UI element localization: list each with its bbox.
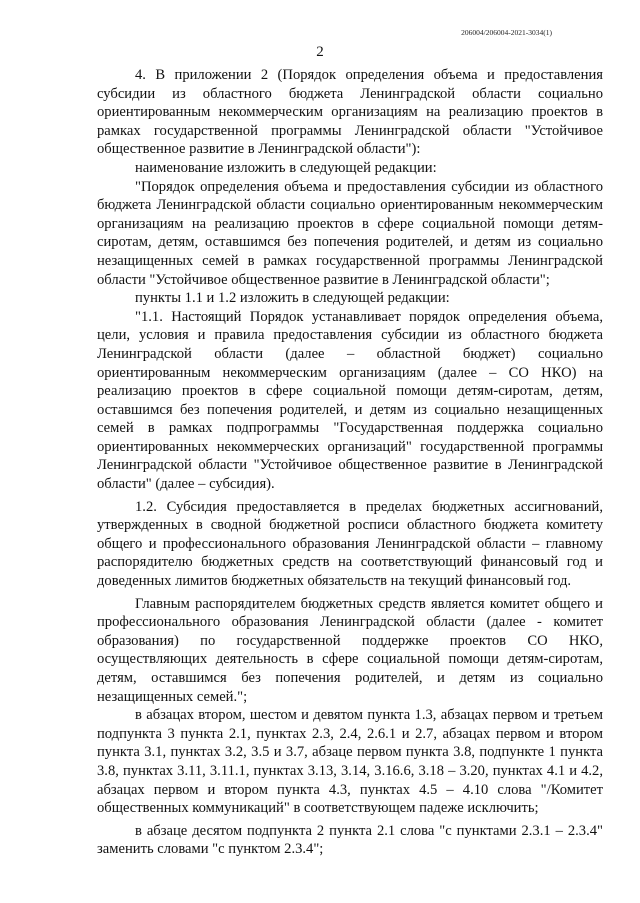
page-number: 2 bbox=[316, 44, 324, 60]
paragraph-point-1-2: 1.2. Субсидия предоставляется в пределах бюджетных ассигнований, утвержденных в сводной бюджетной росписи областного бюджета комитету общего и профессионального образования Ленинградской области – главному распорядителю бюджетных средств на соответствующий финансовый год и доведенных лимитов бюджетных обязательств на текущий финансовый год. bbox=[97, 498, 603, 590]
paragraph-name-instruction: наименование изложить в следующей редакции: bbox=[135, 159, 437, 176]
document-body bbox=[97, 66, 603, 859]
paragraph-replacement-amendment: в абзаце десятом подпункта 2 пункта 2.1 слова "с пунктами 2.3.1 – 2.3.4" заменить словами "с пунктом 2.3.4"; bbox=[97, 822, 603, 858]
paragraph-new-title: "Порядок определения объема и предоставления субсидии из областного бюджета Ленинградской области социально ориентированным некоммерческим организациям на реализацию проектов в сфере социальной помощи детям-сиротам, детям, оставшимся без попечения родителей, и детям из социально незащищенных семей в рамках государственной программы Ленинградской области "Устойчивое общественное развитие в Ленинградской области"; bbox=[97, 178, 603, 288]
document-registration-number: 206004/206004-2021-3034(1) bbox=[461, 28, 552, 37]
paragraph-point-1-1: "1.1. Настоящий Порядок устанавливает порядок определения объема, цели, условия и правила предоставления субсидии из областного бюджета Ленинградской области (далее – областной бюджет) социально ориентированным некоммерческим организациям (далее – СО НКО) на реализацию проектов в сфере социальной помощи детям-сиротам, детям, оставшимся без попечения родителей, и детям из социально незащищенных семей в рамках подпрограммы "Государственная поддержка социально ориентированных некоммерческих организаций" государственной программы Ленинградской области "Устойчивое общественное развитие в Ленинградской области" (далее – субсидия). bbox=[97, 308, 603, 493]
paragraph-points-instruction: пункты 1.1 и 1.2 изложить в следующей редакции: bbox=[135, 290, 450, 307]
paragraph-main-distributor: Главным распорядителем бюджетных средств является комитет общего и профессионального образования Ленинградской области (далее - комитет образования) по государственной поддержке проектов СО НКО, осуществляющих деятельность в сфере социальной помощи детям-сиротам, детям, оставшимся без попечения родителей, и детям из социально незащищенных семей."; bbox=[97, 595, 603, 705]
paragraph-exclusion-amendment: в абзацах втором, шестом и девятом пункта 1.3, абзацах первом и третьем подпункта 3 пункта 2.1, пунктах 2.3, 2.4, 2.6.1 и 2.7, абзацах первом и втором пункта 3.1, пунктах 3.2, 3.5 и 3.7, абзаце первом пункта 3.8, подпункте 1 пункта 3.8, пунктах 3.11, 3.11.1, пунктах 3.13, 3.14, 3.16.6, 3.18 – 3.20, пунктах 4.1 и 4.2, абзацах первом и втором пункта 4.3, пунктах 4.5 – 4.10 слова "/Комитет общественных коммуникаций" в соответствующем падеже исключить; bbox=[97, 707, 603, 817]
paragraph-item-4: 4. В приложении 2 (Порядок определения объема и предоставления субсидии из областного бюджета Ленинградской области социально ориентированным некоммерческим организациям на реализацию проектов в рамках государственной программы Ленинградской области "Устойчивое общественное развитие в Ленинградской области"): bbox=[97, 67, 603, 158]
